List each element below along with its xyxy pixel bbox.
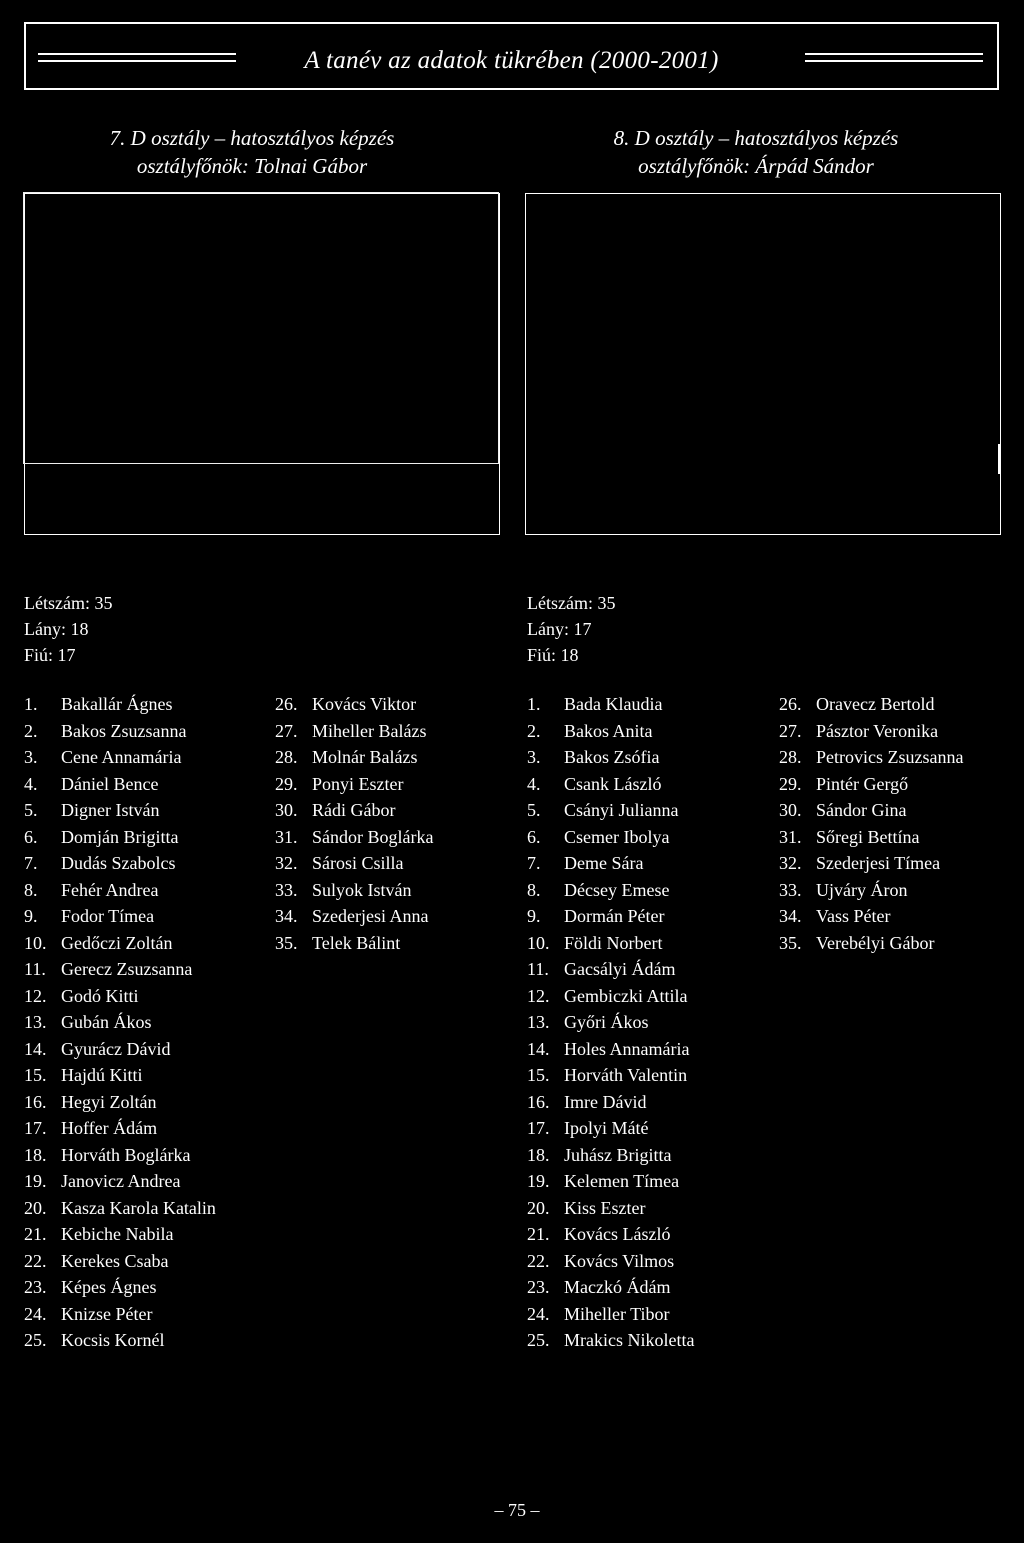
student-name: Hajdú Kitti <box>61 1065 143 1085</box>
list-item <box>275 797 433 824</box>
list-item <box>527 824 694 851</box>
student-name: Kovács Vilmos <box>564 1250 675 1271</box>
student-name: Gacsályi Ádám <box>564 959 676 979</box>
student-name: Gembiczki Attila <box>564 985 688 1006</box>
student-number: 28. <box>779 747 802 767</box>
list-item <box>779 824 963 851</box>
student-name: Knizse Péter <box>61 1303 153 1324</box>
student-name: Hoffer Ádám <box>61 1118 158 1138</box>
student-name: Gedőczi Zoltán <box>61 932 173 953</box>
student-number: 2. <box>527 720 541 741</box>
list-item <box>24 824 216 851</box>
list-item <box>24 744 216 771</box>
student-name: Molnár Balázs <box>312 747 418 767</box>
student-number: 13. <box>24 1012 47 1032</box>
list-item <box>24 1248 216 1275</box>
list-item <box>527 797 694 824</box>
list-item <box>779 691 963 718</box>
student-number: 22. <box>24 1250 47 1271</box>
student-name: Vass Péter <box>816 906 891 926</box>
student-number: 32. <box>275 853 298 873</box>
student-number: 17. <box>527 1118 550 1138</box>
list-item <box>24 1062 216 1089</box>
list-item <box>275 824 433 851</box>
student-number: 6. <box>527 826 541 847</box>
student-number: 19. <box>24 1171 47 1191</box>
photo-edge <box>23 192 499 464</box>
student-name: Digner István <box>61 800 160 820</box>
list-item <box>527 1142 694 1169</box>
list-item <box>527 930 694 957</box>
student-number: 35. <box>275 932 298 953</box>
student-number: 33. <box>779 879 802 900</box>
list-item <box>779 718 963 745</box>
student-number: 16. <box>527 1091 550 1112</box>
student-name: Csank László <box>564 773 662 794</box>
student-name: Holes Annamária <box>564 1038 690 1059</box>
student-number: 29. <box>275 773 298 794</box>
student-number: 1. <box>24 694 38 714</box>
student-name: Janovicz Andrea <box>61 1171 181 1191</box>
list-item <box>779 771 963 798</box>
student-number: 25. <box>527 1330 550 1350</box>
list-item <box>527 1168 694 1195</box>
student-number: 33. <box>275 879 298 900</box>
student-number: 21. <box>527 1224 550 1244</box>
class-stats-7d <box>24 590 112 668</box>
student-number: 4. <box>527 773 541 794</box>
student-name: Gerecz Zsuzsanna <box>61 959 193 979</box>
list-item <box>779 850 963 877</box>
student-number: 11. <box>24 959 46 979</box>
list-item <box>24 771 216 798</box>
list-item <box>527 1195 694 1222</box>
list-item <box>527 1009 694 1036</box>
class-photo-8d <box>525 193 1001 535</box>
student-name: Maczkó Ádám <box>564 1277 671 1297</box>
student-number: 32. <box>779 853 802 873</box>
list-item <box>527 1274 694 1301</box>
student-list-8d-col2 <box>779 691 963 956</box>
list-item <box>24 1195 216 1222</box>
student-name: Kelemen Tímea <box>564 1171 680 1191</box>
list-item <box>527 1115 694 1142</box>
header-rule-right <box>805 53 983 55</box>
class-title: 8. D osztály – hatosztályos képzés <box>613 126 899 150</box>
student-name: Kocsis Kornél <box>61 1330 165 1350</box>
class-teacher: osztályfőnök: Tolnai Gábor <box>136 154 368 178</box>
student-number: 9. <box>24 906 38 926</box>
student-number: 8. <box>24 879 38 900</box>
student-number: 4. <box>24 773 38 794</box>
student-name: Győri Ákos <box>564 1012 649 1032</box>
list-item <box>527 1036 694 1063</box>
student-name: Sándor Boglárka <box>312 826 434 847</box>
class-heading-7d <box>12 124 492 180</box>
student-number: 18. <box>24 1144 47 1165</box>
student-number: 26. <box>275 694 298 714</box>
page-header <box>24 22 999 90</box>
student-name: Mrakics Nikoletta <box>564 1330 695 1350</box>
list-item <box>275 850 433 877</box>
list-item <box>527 744 694 771</box>
student-number: 20. <box>527 1197 550 1218</box>
list-item <box>527 877 694 904</box>
boys-count: Fiú: 18 <box>527 645 579 665</box>
list-item <box>24 691 216 718</box>
student-number: 15. <box>24 1065 47 1085</box>
student-number: 17. <box>24 1118 47 1138</box>
list-item <box>527 1089 694 1116</box>
student-number: 22. <box>527 1250 550 1271</box>
student-number: 34. <box>779 906 802 926</box>
student-number: 16. <box>24 1091 47 1112</box>
list-item <box>24 930 216 957</box>
list-item <box>275 771 433 798</box>
student-number: 11. <box>527 959 549 979</box>
page-title: A tanév az adatok tükrében (2000-2001) <box>304 47 719 74</box>
student-number: 6. <box>24 826 38 847</box>
list-item <box>24 1009 216 1036</box>
student-name: Juhász Brigitta <box>564 1144 672 1165</box>
list-item <box>24 983 216 1010</box>
photo-edge <box>998 444 1001 474</box>
list-item <box>527 956 694 983</box>
list-item <box>24 850 216 877</box>
student-number: 7. <box>527 853 541 873</box>
list-item <box>24 1168 216 1195</box>
headcount: Létszám: 35 <box>24 593 113 613</box>
list-item <box>779 744 963 771</box>
student-number: 26. <box>779 694 802 714</box>
list-item <box>24 1221 216 1248</box>
student-number: 10. <box>527 932 550 953</box>
student-number: 24. <box>527 1303 550 1324</box>
student-list-7d-col1 <box>24 691 216 1354</box>
student-name: Kebiche Nabila <box>61 1224 174 1244</box>
student-name: Kasza Karola Katalin <box>61 1197 216 1218</box>
student-name: Pásztor Veronika <box>816 720 939 741</box>
list-item <box>527 903 694 930</box>
list-item <box>275 903 433 930</box>
class-photo-7d <box>24 193 500 535</box>
list-item <box>527 850 694 877</box>
student-name: Miheller Tibor <box>564 1303 670 1324</box>
student-number: 31. <box>779 826 802 847</box>
list-item <box>527 1062 694 1089</box>
student-number: 21. <box>24 1224 47 1244</box>
student-number: 5. <box>527 800 541 820</box>
list-item <box>527 718 694 745</box>
header-rule-right <box>805 60 983 62</box>
student-number: 14. <box>24 1038 47 1059</box>
student-name: Dániel Bence <box>61 773 159 794</box>
student-name: Fehér Andrea <box>61 879 159 900</box>
list-item <box>527 771 694 798</box>
student-number: 18. <box>527 1144 550 1165</box>
student-number: 28. <box>275 747 298 767</box>
student-name: Dormán Péter <box>564 906 665 926</box>
list-item <box>24 956 216 983</box>
student-number: 10. <box>24 932 47 953</box>
student-number: 27. <box>275 720 298 741</box>
student-name: Ponyi Eszter <box>312 773 404 794</box>
student-number: 35. <box>779 932 802 953</box>
student-number: 14. <box>527 1038 550 1059</box>
student-number: 23. <box>527 1277 550 1297</box>
list-item <box>24 1327 216 1354</box>
list-item <box>275 691 433 718</box>
student-name: Csemer Ibolya <box>564 826 670 847</box>
headcount: Létszám: 35 <box>527 593 616 613</box>
list-item <box>24 1274 216 1301</box>
student-name: Kovács László <box>564 1224 671 1244</box>
boys-count: Fiú: 17 <box>24 645 76 665</box>
list-item <box>527 983 694 1010</box>
student-name: Képes Ágnes <box>61 1277 157 1297</box>
student-name: Szederjesi Tímea <box>816 853 941 873</box>
student-name: Bakos Zsófia <box>564 747 660 767</box>
student-name: Kovács Viktor <box>312 694 417 714</box>
page-number: – 75 – <box>494 1500 540 1520</box>
student-name: Domján Brigitta <box>61 826 179 847</box>
student-name: Dudás Szabolcs <box>61 853 176 873</box>
student-name: Godó Kitti <box>61 985 139 1006</box>
student-name: Bada Klaudia <box>564 694 663 714</box>
student-number: 20. <box>24 1197 47 1218</box>
list-item <box>24 1115 216 1142</box>
student-number: 9. <box>527 906 541 926</box>
student-name: Deme Sára <box>564 853 644 873</box>
list-item <box>24 877 216 904</box>
student-name: Imre Dávid <box>564 1091 647 1112</box>
student-name: Bakos Anita <box>564 720 653 741</box>
student-number: 7. <box>24 853 38 873</box>
student-number: 8. <box>527 879 541 900</box>
list-item <box>275 930 433 957</box>
student-number: 29. <box>779 773 802 794</box>
student-number: 30. <box>779 800 802 820</box>
student-name: Sulyok István <box>312 879 412 900</box>
list-item <box>24 903 216 930</box>
student-list-8d-col1 <box>527 691 694 1354</box>
student-name: Pintér Gergő <box>816 773 909 794</box>
list-item <box>275 718 433 745</box>
list-item <box>24 797 216 824</box>
student-name: Sőregi Bettína <box>816 826 920 847</box>
student-name: Sándor Gina <box>816 800 907 820</box>
student-number: 1. <box>527 694 541 714</box>
student-number: 15. <box>527 1065 550 1085</box>
list-item <box>24 1142 216 1169</box>
student-name: Földi Norbert <box>564 932 663 953</box>
student-number: 25. <box>24 1330 47 1350</box>
list-item <box>275 877 433 904</box>
girls-count: Lány: 18 <box>24 619 89 639</box>
list-item <box>24 1036 216 1063</box>
list-item <box>275 744 433 771</box>
student-number: 13. <box>527 1012 550 1032</box>
list-item <box>779 877 963 904</box>
student-name: Gyurácz Dávid <box>61 1038 171 1059</box>
student-name: Cene Annamária <box>61 747 182 767</box>
list-item <box>779 903 963 930</box>
student-name: Csányi Julianna <box>564 800 679 820</box>
student-name: Ipolyi Máté <box>564 1118 649 1138</box>
student-number: 34. <box>275 906 298 926</box>
list-item <box>779 930 963 957</box>
student-number: 31. <box>275 826 298 847</box>
list-item <box>24 1089 216 1116</box>
student-number: 30. <box>275 800 298 820</box>
student-name: Oravecz Bertold <box>816 694 935 714</box>
student-number: 19. <box>527 1171 550 1191</box>
list-item <box>779 797 963 824</box>
student-number: 12. <box>24 985 47 1006</box>
student-name: Horváth Boglárka <box>61 1144 191 1165</box>
student-name: Sárosi Csilla <box>312 853 404 873</box>
student-number: 12. <box>527 985 550 1006</box>
list-item <box>24 1301 216 1328</box>
girls-count: Lány: 17 <box>527 619 592 639</box>
list-item <box>527 1248 694 1275</box>
list-item <box>24 718 216 745</box>
student-name: Hegyi Zoltán <box>61 1091 157 1112</box>
student-name: Telek Bálint <box>312 932 401 953</box>
student-name: Rádi Gábor <box>312 800 396 820</box>
student-name: Kiss Eszter <box>564 1197 646 1218</box>
student-name: Miheller Balázs <box>312 720 427 741</box>
student-list-7d-col2 <box>275 691 433 956</box>
student-name: Gubán Ákos <box>61 1012 152 1032</box>
student-name: Fodor Tímea <box>61 906 155 926</box>
student-name: Bakallár Ágnes <box>61 694 173 714</box>
student-name: Verebélyi Gábor <box>816 932 935 953</box>
student-number: 5. <box>24 800 38 820</box>
student-name: Petrovics Zsuzsanna <box>816 747 964 767</box>
list-item <box>527 1301 694 1328</box>
student-name: Ujváry Áron <box>816 879 908 900</box>
class-stats-8d <box>527 590 615 668</box>
student-number: 24. <box>24 1303 47 1324</box>
class-teacher: osztályfőnök: Árpád Sándor <box>638 154 874 178</box>
student-name: Szederjesi Anna <box>312 906 429 926</box>
student-name: Bakos Zsuzsanna <box>61 720 187 741</box>
student-name: Horváth Valentin <box>564 1065 688 1085</box>
list-item <box>527 1327 694 1354</box>
student-name: Décsey Emese <box>564 879 670 900</box>
list-item <box>527 691 694 718</box>
student-number: 3. <box>527 747 541 767</box>
class-heading-8d <box>516 124 996 180</box>
student-number: 27. <box>779 720 802 741</box>
student-number: 23. <box>24 1277 47 1297</box>
student-number: 3. <box>24 747 38 767</box>
class-title: 7. D osztály – hatosztályos képzés <box>109 126 395 150</box>
student-number: 2. <box>24 720 38 741</box>
list-item <box>527 1221 694 1248</box>
student-name: Kerekes Csaba <box>61 1250 169 1271</box>
